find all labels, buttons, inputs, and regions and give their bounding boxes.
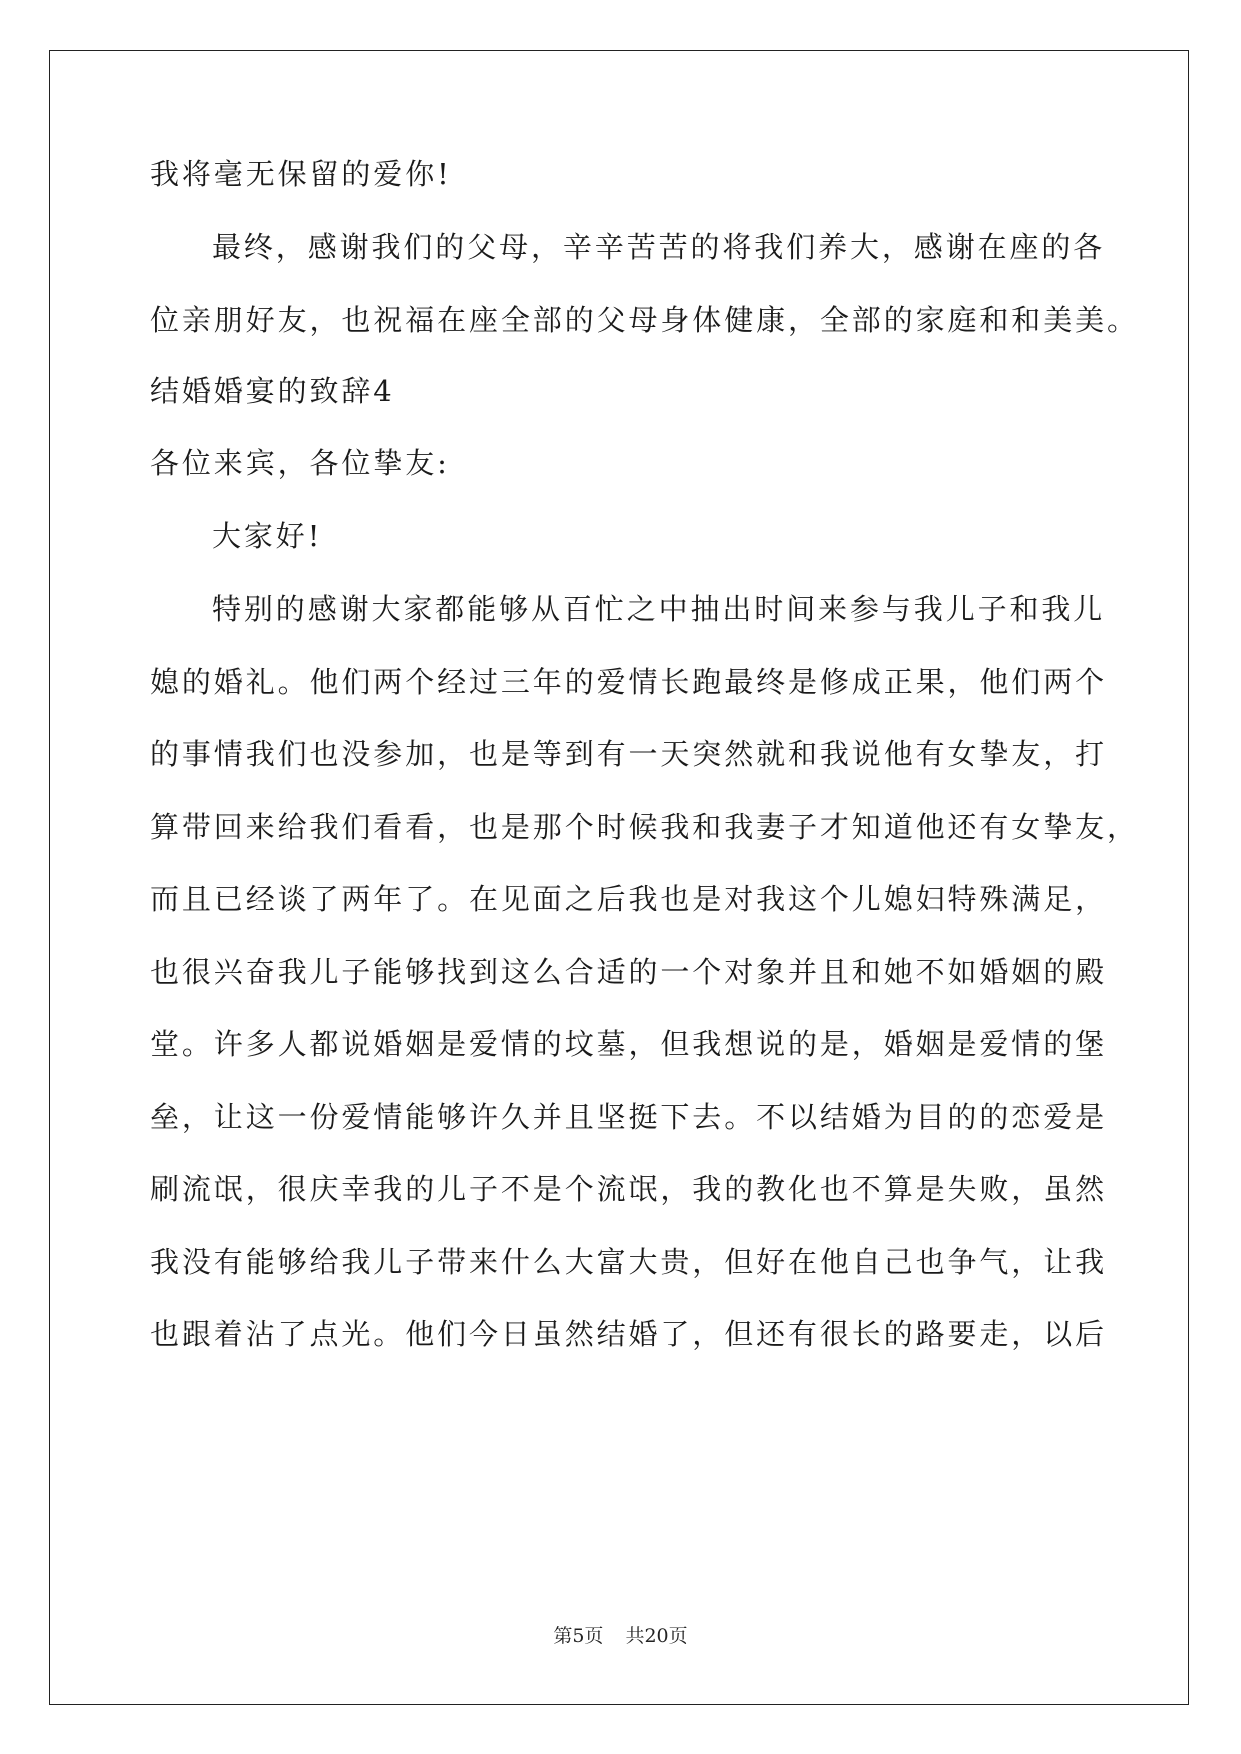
page-total: 共20页 xyxy=(625,1625,688,1647)
section-heading: 结婚婚宴的致辞4 xyxy=(150,374,395,408)
text-line: 算带回来给我们看看，也是那个时候我和我妻子才知道他还有女挚友， xyxy=(150,810,1139,844)
text-line: 刷流氓，很庆幸我的儿子不是个流氓，我的教化也不算是失败，虽然 xyxy=(150,1172,1108,1206)
text-line: 而且已经谈了两年了。在见面之后我也是对我这个儿媳妇特殊满足， xyxy=(150,882,1108,916)
page-footer xyxy=(0,1624,1241,1648)
text-line: 的事情我们也没参加，也是等到有一天突然就和我说他有女挚友，打 xyxy=(150,737,1108,771)
text-line: 媳的婚礼。他们两个经过三年的爱情长跑最终是修成正果，他们两个 xyxy=(150,665,1108,699)
text-line: 也跟着沾了点光。他们今日虽然结婚了，但还有很长的路要走，以后 xyxy=(150,1317,1108,1351)
text-line: 也很兴奋我儿子能够找到这么合适的一个对象并且和她不如婚姻的殿 xyxy=(150,955,1108,989)
greeting-line: 大家好! xyxy=(212,519,323,553)
page-number: 第5页 xyxy=(553,1625,604,1647)
text-line: 堂。许多人都说婚姻是爱情的坟墓，但我想说的是，婚姻是爱情的堡 xyxy=(150,1027,1108,1061)
paragraph-line: 特别的感谢大家都能够从百忙之中抽出时间来参与我儿子和我儿 xyxy=(212,592,1106,626)
text-line: 我没有能够给我儿子带来什么大富大贵，但好在他自己也争气，让我 xyxy=(150,1245,1108,1279)
salutation-line: 各位来宾，各位挚友: xyxy=(150,446,450,480)
text-line: 垒，让这一份爱情能够许久并且坚挺下去。不以结婚为目的的恋爱是 xyxy=(150,1100,1108,1134)
text-line: 我将毫无保留的爱你! xyxy=(150,157,452,191)
text-line: 位亲朋好友，也祝福在座全部的父母身体健康，全部的家庭和和美美。 xyxy=(150,303,1139,337)
paragraph-line: 最终，感谢我们的父母，辛辛苦苦的将我们养大，感谢在座的各 xyxy=(212,230,1106,264)
page-border xyxy=(49,50,1189,1705)
